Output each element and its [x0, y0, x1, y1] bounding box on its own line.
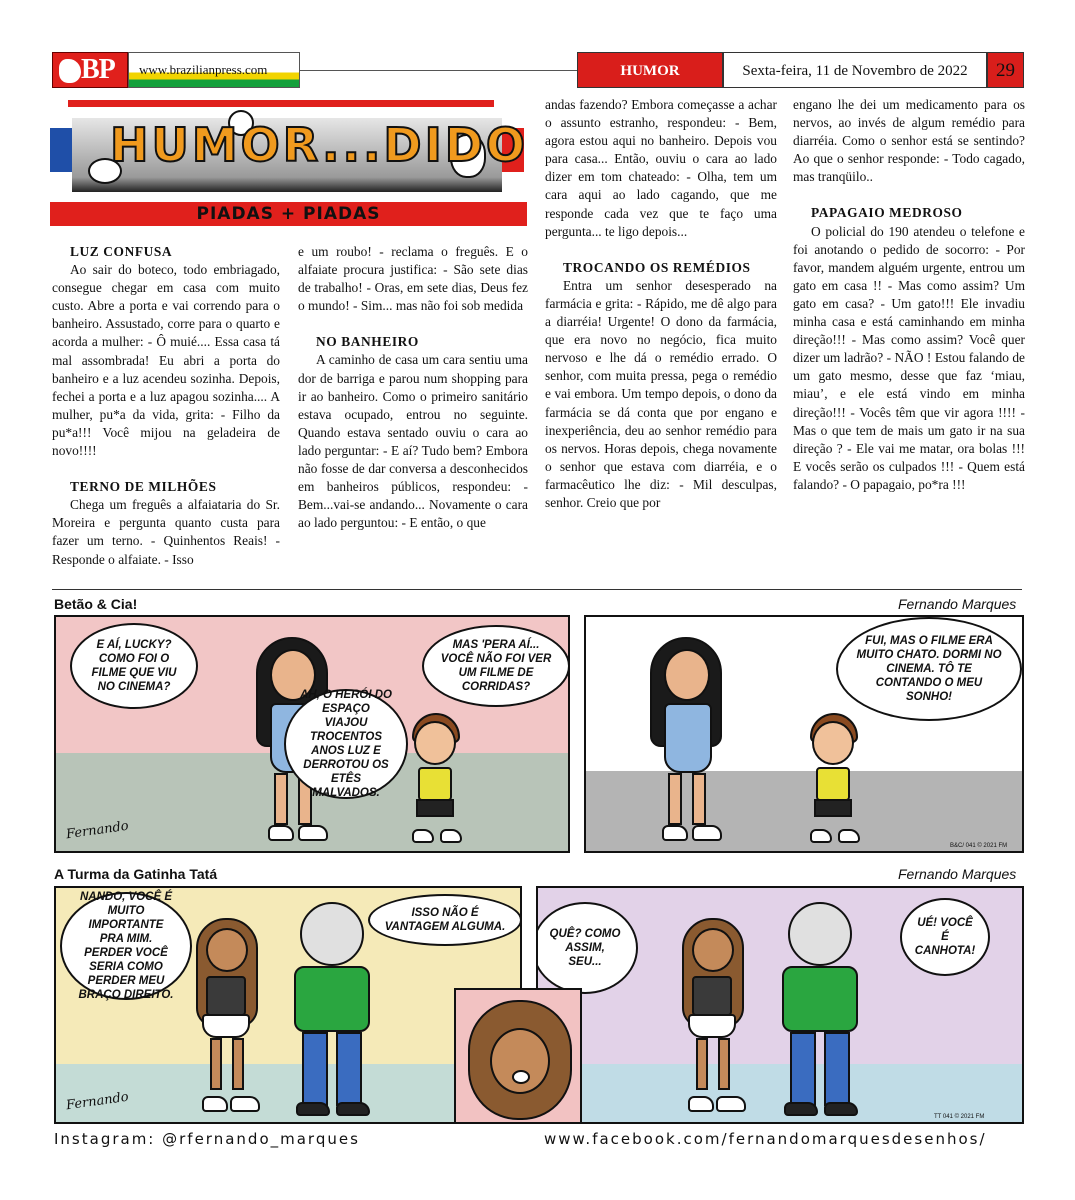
speech-bubble: MAS 'PERA AÍ... VOCÊ NÃO FOI VER UM FILME DE CORRIDAS? — [422, 625, 570, 707]
comic-panel-betao-2 — [584, 615, 1024, 853]
speech-bubble: UÉ! VOCÊ É CANHOTA! — [900, 898, 990, 976]
strip-author-betao: Fernando Marques — [898, 596, 1017, 612]
humor-banner — [50, 110, 529, 192]
facebook-url[interactable]: www.facebook.com/fernandomarquesdesenhos/ — [544, 1130, 987, 1148]
bunny-boy-character — [778, 888, 868, 1122]
joke-title-papagaio: PAPAGAIO MEDROSO — [811, 205, 963, 221]
article-column-2 — [298, 243, 528, 532]
lion-girl-closeup — [468, 1000, 572, 1124]
speech-bubble: NANDO, VOCÊ É MUITO IMPORTANTE PRA MIM. PERDER VOCÊ SERIA COMO PERDER MEU BRAÇO DIREITO. — [60, 892, 192, 1000]
banner-top-bar — [68, 100, 494, 107]
joke-body-remedios: Entra um senhor desesperado na farmácia e grita: - Rápido, me dê algo para a diarréia! Urgente! O dono da farmácia, que era novo no negócio, fica muito nervoso e lhe dá o remédio errado. O senhor, com muita pressa, pega o remédio e vai embora. Um tempo depois, o dono da farmácia se dá conta que por engano e inexperiência, deu ao senhor remédio para os nervos. Horas depois, chega novamente o senhor que estava com diarréia, e o farmacêutico lhe diz: - Mil desculpas, senhor. Creio que por — [545, 277, 777, 510]
joke-body-remedios-continued: engano lhe dei um medicamento para os nervos, ao invés de algum remédio para diarréia. Como o senhor está se sentindo? Ao que o senhor responde: - Todo cagado, mas tranqüilo.. — [793, 97, 1025, 185]
brazilianpress-logo — [52, 52, 128, 88]
issue-date: Sexta-feira, 11 de Novembro de 2022 — [723, 52, 987, 88]
site-url-link[interactable]: www.brazilianpress.com — [139, 62, 268, 77]
lion-girl-character — [196, 918, 276, 1122]
section-label: HUMOR — [577, 52, 723, 88]
strip-title-tata: A Turma da Gatinha Tatá — [54, 866, 218, 882]
joke-body-banheiro: A caminho de casa um cara sentiu uma dor de barriga e parou num shopping para ir ao banheiro. Como o primeiro sanitário estava ocupado, entrou no seguinte. Quando estava sentado ouviu o cara ao lado perguntar: - E aí? Tudo bem? Embora não fosse de dar conversa a desconhecidos em banheiros públicos, respondeu: - Bem...vai-se andando... Novamente o cara ao lado perguntou: - E então, o que — [298, 352, 528, 531]
lion-girl-character — [682, 918, 762, 1122]
joke-body-banheiro-continued: andas fazendo? Embora começasse a achar o assunto estranho, respondeu: - Bem, agora estou aqui no banheiro. Depois vou para casa... Então, ouviu o cara ao lado dizer em tom chateado: - Olha, tem um cara aqui ao lado cagando, que me responde cada vez que te faço uma pergunta... te ligo depois... — [545, 97, 777, 239]
strip-author-tata: Fernando Marques — [898, 866, 1017, 882]
comic-panel-tata-3 — [536, 886, 1024, 1124]
comic-panel-tata-2 — [454, 988, 582, 1124]
boy-character — [806, 713, 866, 847]
header-divider — [300, 70, 578, 71]
joke-body-papagaio: O policial do 190 atendeu o telefone e foi anotando o pedido de socorro: - Por favor, mandem alguém urgente, entrou um gato em casa !! - Mas como assim? Um gato em casa? - Um gato!!! Ele invadiu minha casa e está caminhando em minha direção!!! - Mas como assim? Você quer dizer um ladrão? - NÃO ! Estou falando de um gato mesmo, desse que faz ‘miau, miau’, e ele está vindo em minha direção!!! - Vocês têm que vir agora !!!! - Mas o que tem de mais um gato ir na sua direção ? - Ele vai me matar, ora bolas !!! E vocês serão os culpados !!! - Quem está falando? - O papagaio, po*ra !!! — [793, 223, 1025, 492]
speech-bubble: E AÍ, LUCKY? COMO FOI O FILME QUE VIU NO CINEMA? — [70, 623, 198, 709]
artist-signature: Fernando — [65, 1089, 130, 1114]
site-url-bar — [128, 52, 300, 88]
page-number: 29 — [987, 52, 1024, 88]
article-column-3 — [545, 96, 777, 512]
girl-character — [650, 637, 740, 847]
strip-copyright: TT 041 © 2021 FM — [934, 1114, 985, 1120]
article-column-4 — [793, 96, 1025, 494]
bunny-boy-character — [290, 888, 380, 1122]
instagram-handle[interactable]: Instagram: @rfernando_marques — [54, 1130, 360, 1148]
speech-bubble: FUI, MAS O FILME ERA MUITO CHATO. DORMI NO CINEMA. TÔ TE CONTANDO O MEU SONHO! — [836, 617, 1022, 721]
joke-body-luz-confusa: Ao sair do boteco, todo embriagado, consegue chegar em casa com muito custo. Abre a porta e vai correndo para o banheiro. Assustado, corre para o quarto e acorda a mulher: - Ô muié.... Essa casa tá mal assombrada! Eu abri a porta do banheiro e a luz acendeu sozinha. Depois, fechei a porta e a luz apagou sozinha.... A mulher, pu*a da vida, grita: - Filho da pu*a!!! Você mijou na geladeira de novo!!!! — [52, 262, 280, 459]
brazil-map-icon — [59, 59, 81, 83]
speech-bubble: AH, O HERÓI DO ESPAÇO VIAJOU TROCENTOS ANOS LUZ E DERROTOU OS ETÊS MALVADOS. — [284, 689, 408, 799]
joke-title-banheiro: NO BANHEIRO — [316, 334, 419, 350]
joke-title-luz-confusa: LUZ CONFUSA — [70, 244, 173, 259]
strip-title-betao: Betão & Cia! — [54, 596, 138, 612]
artist-signature: Fernando — [65, 818, 130, 843]
joke-title-remedios: TROCANDO OS REMÉDIOS — [563, 259, 751, 275]
strip-copyright: B&C/ 041 © 2021 FM — [950, 843, 1008, 849]
speech-bubble: QUÊ? COMO ASSIM, SEU... — [536, 902, 638, 994]
joke-title-terno: TERNO DE MILHÕES — [70, 479, 217, 495]
banner-title: HUMOR...DIDO — [110, 118, 529, 172]
comics-divider — [52, 589, 1022, 590]
logo-text: BP — [81, 54, 115, 85]
boy-character — [408, 713, 468, 847]
joke-body-terno: Chega um freguês a alfaiataria do Sr. Moreira e pergunta quanto custa para fazer um terno. - Quinhentos Reais! - Responde o alfaiate. - Isso — [52, 497, 280, 567]
article-column-1 — [52, 243, 280, 569]
comic-panel-betao-1 — [54, 615, 570, 853]
banner-blue-stripe-left — [50, 128, 72, 172]
speech-bubble: ISSO NÃO É VANTAGEM ALGUMA. — [368, 894, 522, 946]
joke-body-terno-continued: e um roubo! - reclama o freguês. E o alfaiate procura justifica: - São sete dias de trabalho! - Oras, em sete dias, Deus fez o mundo! - Sim... mas não foi sob medida — [298, 244, 528, 314]
banner-subtitle: PIADAS + PIADAS — [50, 202, 527, 226]
comic-panel-tata-1 — [54, 886, 522, 1124]
